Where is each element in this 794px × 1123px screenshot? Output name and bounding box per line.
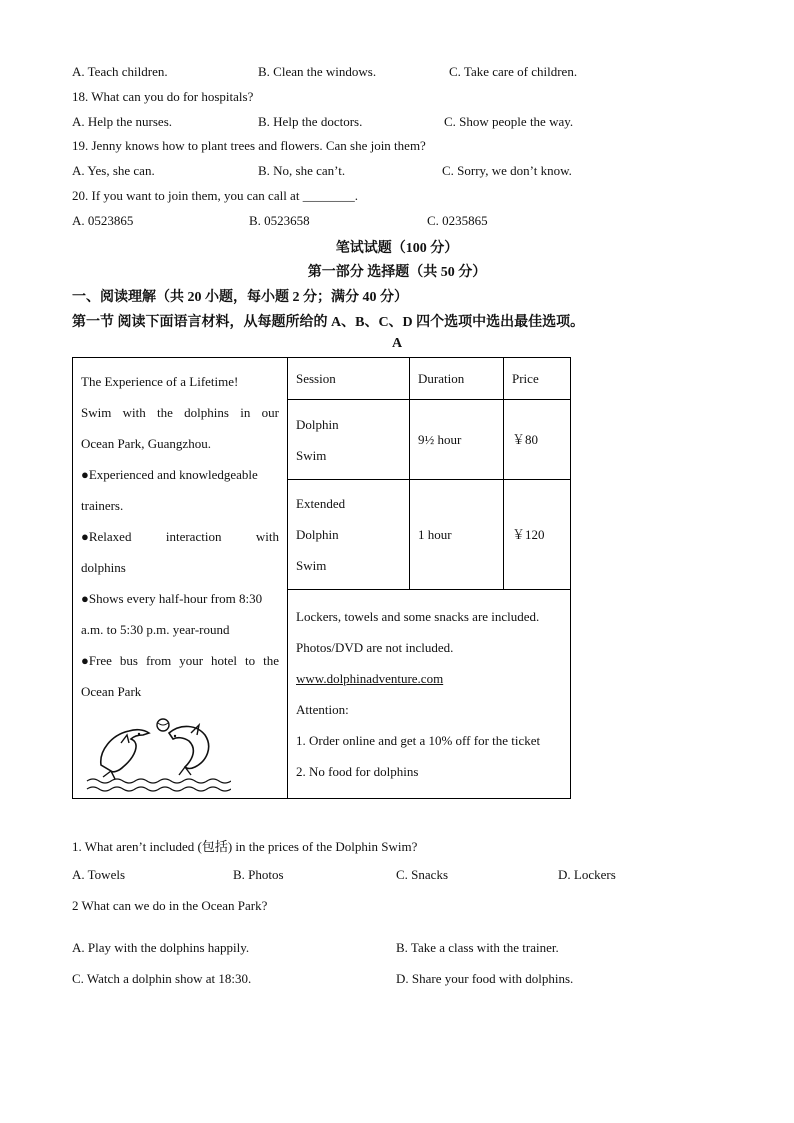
q20-text: 20. If you want to join them, you can call at ________. bbox=[72, 188, 358, 203]
q17-option-b: B. Clean the windows. bbox=[258, 64, 377, 79]
q1-option-c: C. Snacks bbox=[396, 867, 448, 882]
attention-label: Attention: bbox=[296, 702, 349, 717]
q18-option-b: B. Help the doctors. bbox=[258, 114, 363, 129]
q2-text: 2 What can we do in the Ocean Park? bbox=[72, 898, 268, 913]
q2-option-b: B. Take a class with the trainer. bbox=[396, 940, 559, 955]
session-extended-swim: Extended Dolphin Swim bbox=[288, 480, 410, 590]
notes-not-included: Photos/DVD are not included. bbox=[296, 640, 454, 655]
bullet-bus: ●Free bus from your hotel to the bbox=[81, 653, 279, 668]
ad-intro-line: Swim with the dolphins in our bbox=[81, 405, 279, 420]
header-duration: Duration bbox=[410, 358, 504, 400]
duration-extended-swim: 1 hour bbox=[410, 480, 504, 590]
price-extended-swim: ￥120 bbox=[504, 480, 571, 590]
part-one-title: 第一部分 选择题（共 50 分） bbox=[307, 265, 487, 280]
q1-option-b: B. Photos bbox=[233, 867, 284, 882]
q18-text: 18. What can you do for hospitals? bbox=[72, 89, 254, 104]
q18-option-a: A. Help the nurses. bbox=[72, 114, 173, 129]
q19-text: 19. Jenny knows how to plant trees and flowers. Can she join them? bbox=[72, 138, 426, 153]
dolphin-ad-table bbox=[72, 357, 571, 799]
header-price: Price bbox=[504, 358, 571, 400]
instruction-text: 第一节 阅读下面语言材料，从每题所给的 A、B、C、D 四个选项中选出最佳选项。 bbox=[72, 315, 585, 330]
duration-dolphin-swim: 9½ hour bbox=[410, 400, 504, 480]
q17-option-c: C. Take care of children. bbox=[449, 64, 578, 79]
bullet-interaction: ●Relaxed interaction with bbox=[81, 529, 279, 544]
written-test-title: 笔试试题（100 分） bbox=[335, 241, 459, 256]
ad-heading: The Experience of a Lifetime! bbox=[81, 374, 239, 389]
passage-label: A bbox=[391, 336, 403, 351]
attention-item-2: 2. No food for dolphins bbox=[296, 764, 419, 779]
ad-intro-line-2: Ocean Park, Guangzhou. bbox=[81, 436, 211, 451]
notes-included: Lockers, towels and some snacks are included. bbox=[296, 609, 540, 624]
dolphins-illustration bbox=[81, 713, 231, 793]
q2-option-c: C. Watch a dolphin show at 18:30. bbox=[72, 971, 252, 986]
q19-option-b: B. No, she can’t. bbox=[258, 163, 346, 178]
bullet-bus-cont: Ocean Park bbox=[81, 684, 142, 699]
q19-option-a: A. Yes, she can. bbox=[72, 163, 155, 178]
q2-option-a: A. Play with the dolphins happily. bbox=[72, 940, 250, 955]
ad-left-panel bbox=[73, 358, 288, 799]
q1-text: 1. What aren’t included (包括) in the prices of the Dolphin Swim? bbox=[72, 839, 418, 854]
price-dolphin-swim: ￥80 bbox=[504, 400, 571, 480]
q20-option-a: A. 0523865 bbox=[72, 213, 134, 228]
bullet-trainers-cont: trainers. bbox=[81, 498, 124, 513]
q19-option-c: C. Sorry, we don’t know. bbox=[442, 163, 572, 178]
q2-option-d: D. Share your food with dolphins. bbox=[396, 971, 574, 986]
session-dolphin-swim: Dolphin Swim bbox=[288, 400, 410, 480]
q20-option-c: C. 0235865 bbox=[427, 213, 488, 228]
q18-option-c: C. Show people the way. bbox=[444, 114, 574, 129]
q17-option-a: A. Teach children. bbox=[72, 64, 168, 79]
bullet-trainers: ●Experienced and knowledgeable bbox=[81, 467, 258, 482]
website-link[interactable]: www.dolphinadventure.com bbox=[296, 671, 444, 686]
q1-option-d: D. Lockers bbox=[558, 867, 616, 882]
ad-notes bbox=[288, 590, 571, 799]
bullet-shows-cont: a.m. to 5:30 p.m. year-round bbox=[81, 622, 230, 637]
reading-section-title: 一、阅读理解（共 20 小题，每小题 2 分；满分 40 分） bbox=[72, 290, 408, 305]
header-session: Session bbox=[288, 358, 410, 400]
q20-option-b: B. 0523658 bbox=[249, 213, 310, 228]
bullet-interaction-cont: dolphins bbox=[81, 560, 126, 575]
attention-item-1: 1. Order online and get a 10% off for the ticket bbox=[296, 733, 541, 748]
q1-option-a: A. Towels bbox=[72, 867, 126, 882]
bullet-shows: ●Shows every half-hour from 8:30 bbox=[81, 591, 263, 606]
